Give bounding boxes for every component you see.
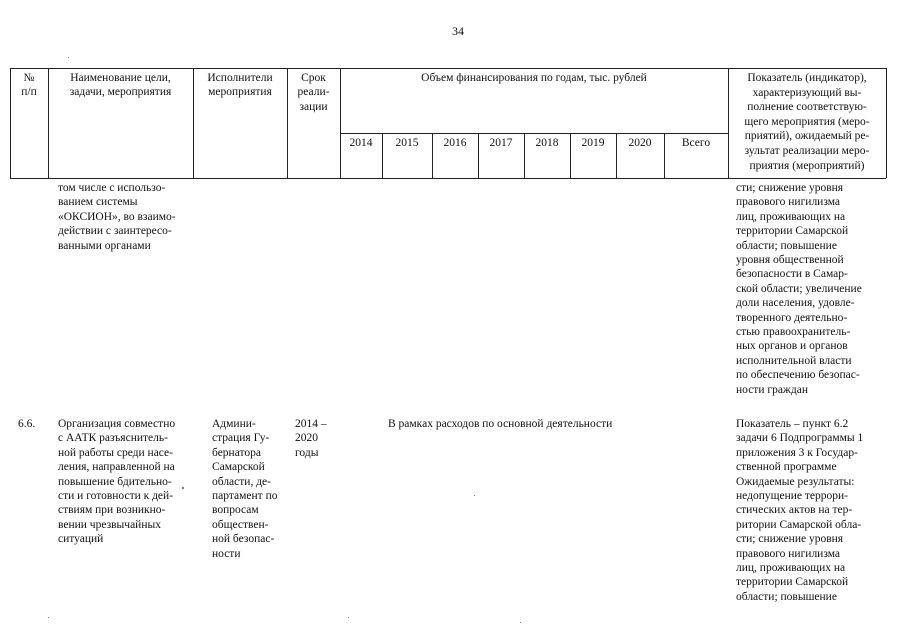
year-header: 2019	[581, 137, 605, 149]
page-number: 34	[452, 24, 464, 38]
continuation-name: том числе с использо- ванием системы «ОКСИОН», во взаимо- действии с заинтересо- ванными органами	[58, 182, 176, 252]
year-header: 2015	[395, 137, 419, 149]
table-top-rule	[10, 68, 886, 69]
row-indicator: Показатель – пункт 6.2 задачи 6 Подпрограммы 1 приложения 3 к Государ- ственной программе Ожидаемые результаты: недопущение террори- стических актов на тер- ритории Самарской обла- сти; снижение уровня правового нигилизма лиц, проживающих на территории Самарской области; повышение	[736, 418, 864, 603]
row-number: 6.6.	[18, 418, 36, 430]
year-header: 2020	[628, 137, 652, 149]
year-header: 2016	[443, 137, 467, 149]
scan-speck	[182, 487, 184, 489]
row-financing-note: В рамках расходов по основной деятельности	[388, 418, 613, 430]
header-indicator: Показатель (индикатор), характеризующий вы- полнение соответствую- щего мероприятия (меро- приятий), ожидаемый ре- зультат реализации меро- приятия (мероприятий)	[744, 72, 870, 172]
header-name: Наименование цели, задачи, мероприятия	[69, 72, 172, 99]
row-executors: Админи- страция Гу- бернатора Самарской области, де- партамент по вопросам обществен- ной безопас- ности	[212, 418, 278, 560]
scan-speck	[474, 495, 475, 496]
year-header-total: Всего	[681, 137, 711, 149]
header-bottom-rule	[10, 178, 886, 179]
year-header: 2017	[489, 137, 513, 149]
scan-speck	[68, 57, 69, 58]
row-name: Организация совместно с ААТК разъяснитель- ной работы среди насе- ления, направленной на повышение бдительно- сти и готовности к дей- ствиям при возникно- вении чрезвычайных ситуаций	[58, 418, 176, 546]
header-executors: Исполнители мероприятия	[207, 72, 273, 99]
year-header: 2018	[535, 137, 559, 149]
header-num: № п/п	[21, 72, 37, 99]
scan-speck	[48, 617, 49, 618]
header-term: Срок реали- зации	[297, 72, 330, 113]
continuation-indicator: сти; снижение уровня правового нигилизма лиц, проживающих на территории Самарской области; повышение уровня общественной безопасности в Самар- ской области; увеличение доли населения, удовле- творенного деятельно- стью правоохранитель- ных органов и органов исполнительной власти по обеспечению безопас- ности граждан	[736, 182, 862, 396]
scan-speck	[520, 622, 521, 623]
years-row-rule	[340, 133, 728, 134]
scan-speck	[348, 617, 349, 618]
header-financing: Объем финансирования по годам, тыс. рублей	[421, 72, 647, 84]
year-header: 2014	[349, 137, 373, 149]
col-divider	[886, 68, 887, 178]
row-term: 2014 – 2020 годы	[295, 418, 327, 459]
